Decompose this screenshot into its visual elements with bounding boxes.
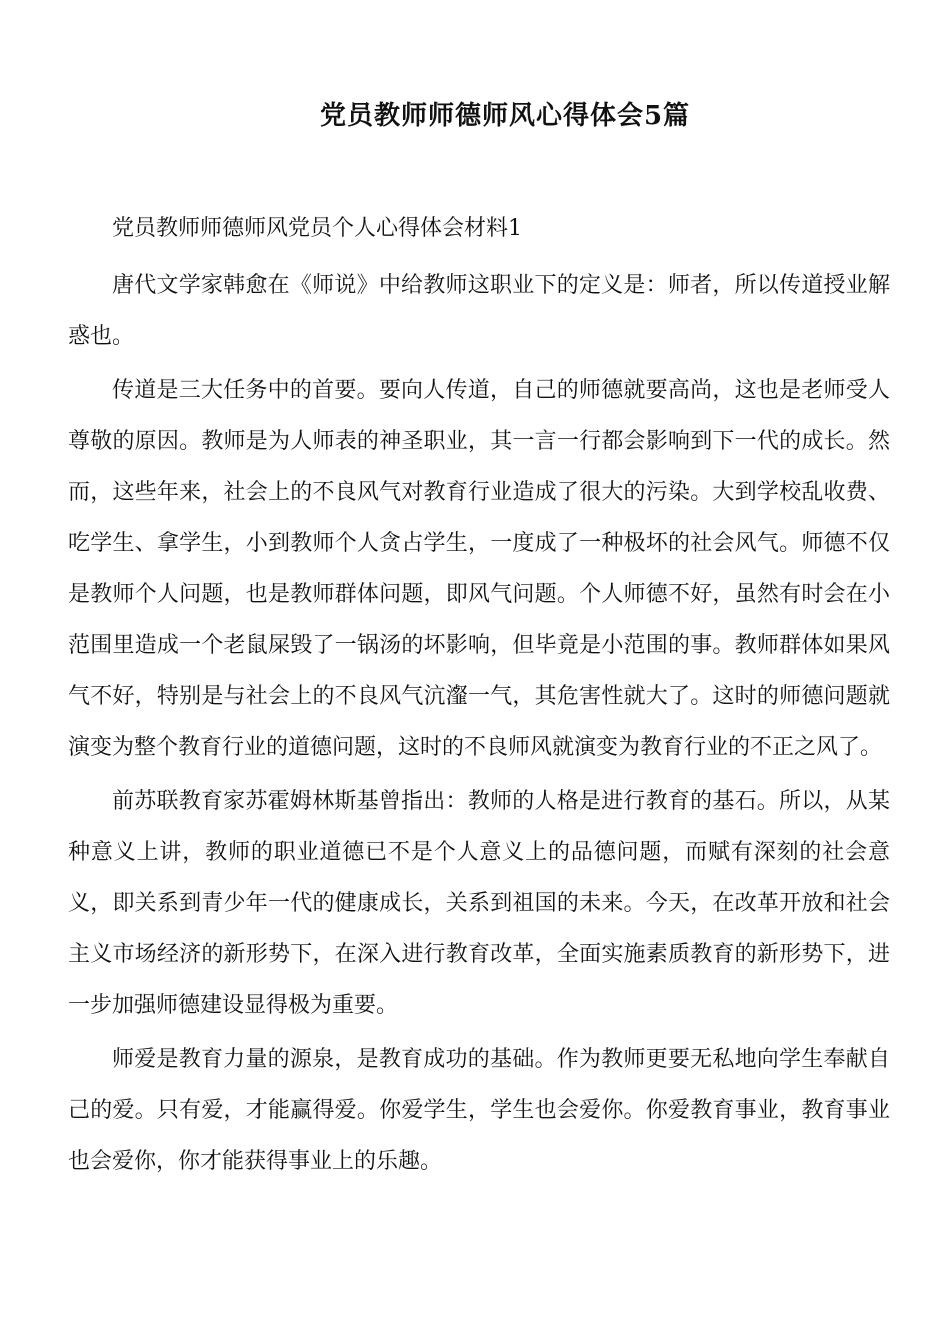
section-heading: 党员教师师德师风党员个人心得体会材料1 xyxy=(112,216,522,241)
paragraph-1: 唐代文学家韩愈在《师说》中给教师这职业下的定义是：师者，所以传道授业解惑也。 xyxy=(68,273,890,349)
paragraph-4: 师爱是教育力量的源泉，是教育成功的基础。作为教师更要无私地向学生奉献自己的爱。只有爱，才能赢得爱。你爱学生，学生也会爱你。你爱教育事业，教育事业也会爱你，你才能获得事业上的乐趣。 xyxy=(68,1047,890,1174)
paragraph-3: 前苏联教育家苏霍姆林斯基曾指出：教师的人格是进行教育的基石。所以，从某种意义上讲，教师的职业道德已不是个人意义上的品德问题，而赋有深刻的社会意义，即关系到青少年一代的健康成长，关系到祖国的未来。今天，在改革开放和社会主义市场经济的新形势下，在深入进行教育改革，全面实施素质教育的新形势下，进一步加强师德建设显得极为重要。 xyxy=(68,789,890,1018)
paragraph-2: 传道是三大任务中的首要。要向人传道，自己的师德就要高尚，这也是老师受人尊敬的原因。教师是为人师表的神圣职业，其一言一行都会影响到下一代的成长。然而，这些年来，社会上的不良风气对教育行业造成了很大的污染。大到学校乱收费、吃学生、拿学生，小到教师个人贪占学生，一度成了一种极坏的社会风气。师德不仅是教师个人问题，也是教师群体问题，即风气问题。个人师德不好，虽然有时会在小范围里造成一个老鼠屎毁了一锅汤的坏影响，但毕竟是小范围的事。教师群体如果风气不好，特别是与社会上的不良风气沆瀣一气，其危害性就大了。这时的师德问题就演变为整个教育行业的道德问题，这时的不良师风就演变为教育行业的不正之风了。 xyxy=(68,378,890,760)
document-body xyxy=(68,203,890,1190)
document-title: 党员教师师德师风心得体会5篇 xyxy=(319,101,691,131)
